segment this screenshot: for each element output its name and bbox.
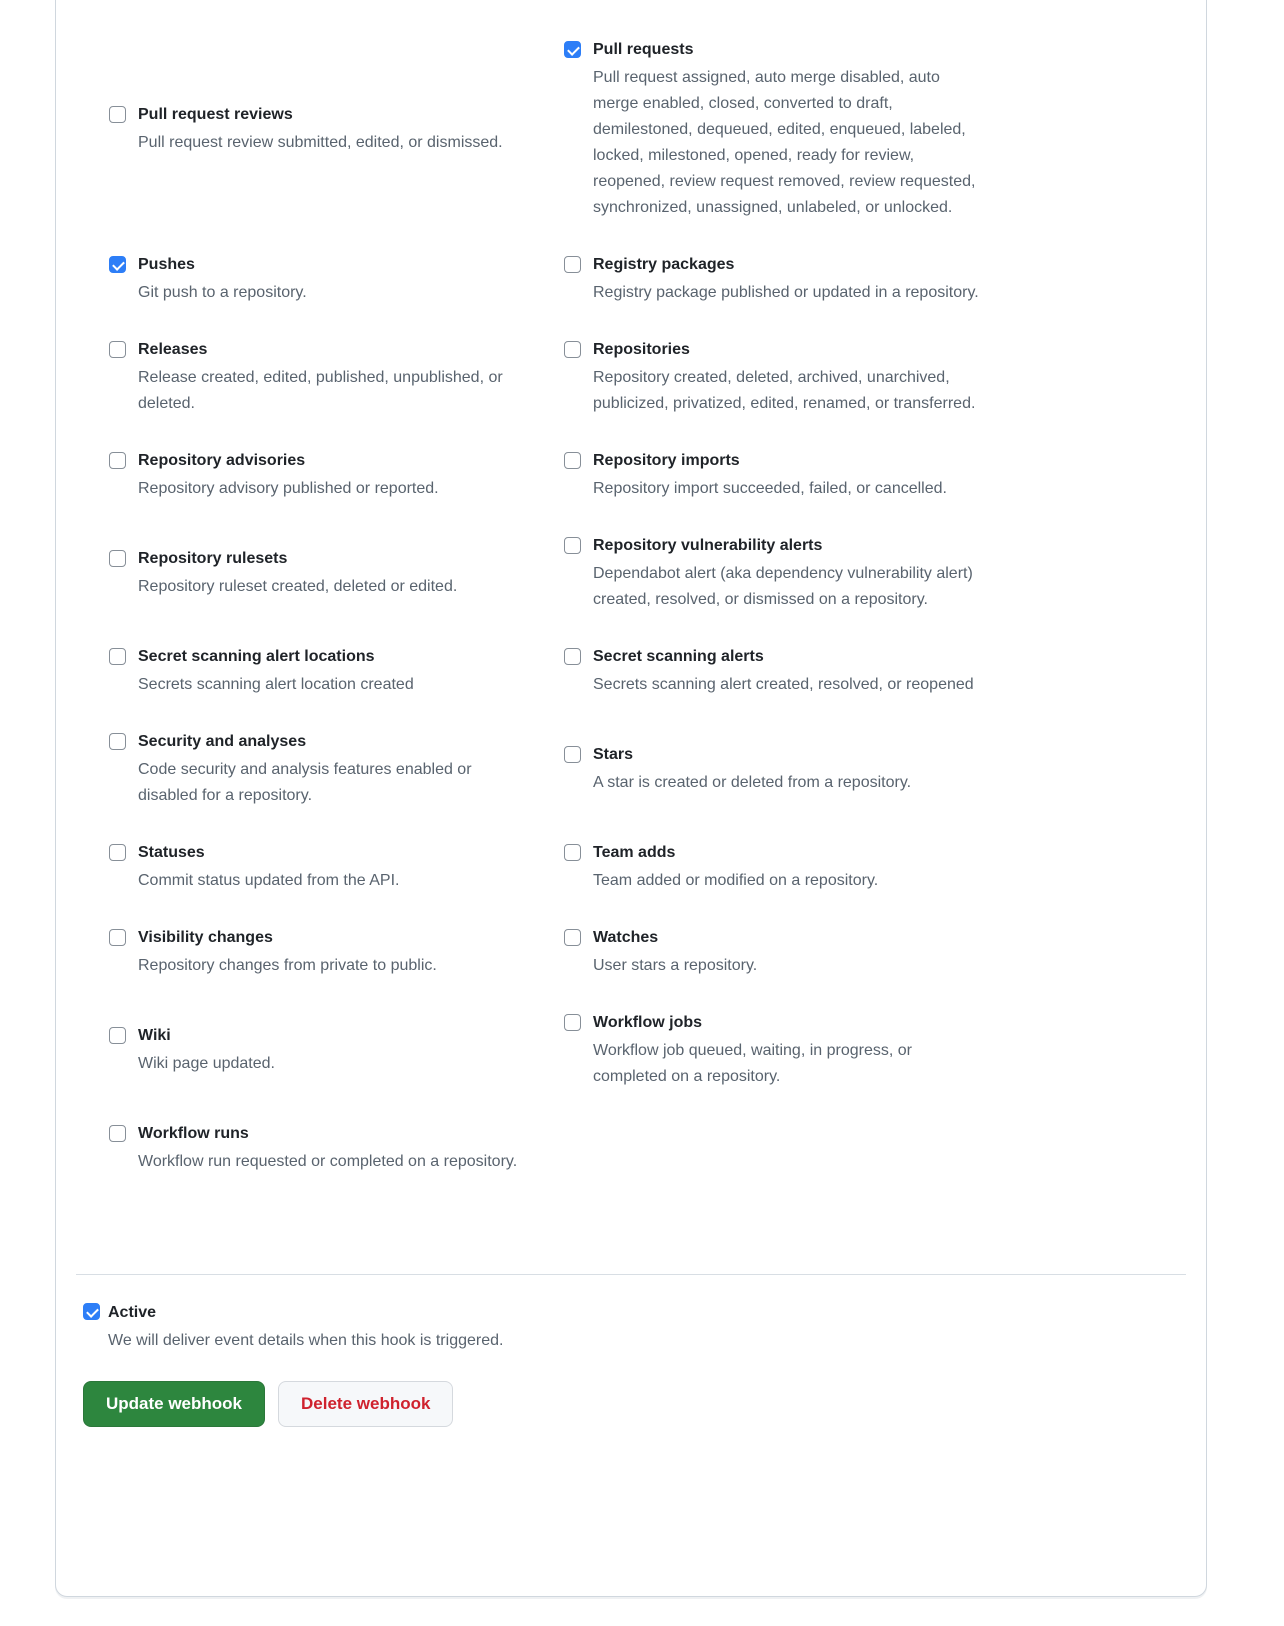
event-description: Repository ruleset created, deleted or edited. [138, 578, 458, 595]
event-description: User stars a repository. [593, 957, 758, 974]
event-label[interactable]: Registry packages [593, 256, 735, 273]
event-label[interactable]: Repository imports [593, 452, 740, 469]
active-checkbox[interactable] [83, 1303, 100, 1320]
event-label[interactable]: Watches [593, 929, 659, 946]
event-label[interactable]: Pushes [138, 256, 195, 273]
event-label[interactable]: Wiki [138, 1027, 171, 1044]
event-label[interactable]: Stars [593, 746, 634, 763]
event-description: Pull request review submitted, edited, or dismissed. [138, 134, 503, 151]
watches-checkbox[interactable] [564, 929, 581, 946]
event-description: Workflow run requested or completed on a repository. [138, 1153, 518, 1170]
event-description: Repository changes from private to public. [138, 957, 437, 974]
event-label[interactable]: Statuses [138, 844, 205, 861]
event-item-workflow-jobs [564, 1011, 989, 1090]
event-item-security-and-analyses [109, 730, 534, 809]
event-label[interactable]: Secret scanning alert locations [138, 648, 375, 665]
event-label[interactable]: Repositories [593, 341, 690, 358]
event-item-releases [109, 338, 534, 417]
event-item-repository-vulnerability-alerts [564, 534, 989, 613]
event-description: Dependabot alert (aka dependency vulnerability alert) created, resolved, or dismissed on a repository. [593, 565, 973, 608]
event-item-repository-imports [564, 449, 989, 502]
event-description: Release created, edited, published, unpublished, or deleted. [138, 369, 503, 412]
pull-requests-checkbox[interactable] [564, 41, 581, 58]
event-item-pull-request-reviews [109, 103, 534, 156]
event-item-repository-rulesets [109, 547, 534, 600]
secret-scanning-alert-locations-checkbox[interactable] [109, 648, 126, 665]
event-description: Secrets scanning alert location created [138, 676, 414, 693]
pushes-checkbox[interactable] [109, 256, 126, 273]
repositories-checkbox[interactable] [564, 341, 581, 358]
event-label[interactable]: Security and analyses [138, 733, 307, 750]
event-label[interactable]: Workflow runs [138, 1125, 249, 1142]
statuses-checkbox[interactable] [109, 844, 126, 861]
active-label[interactable]: Active [108, 1304, 157, 1321]
event-item-pushes [109, 253, 534, 306]
repository-advisories-checkbox[interactable] [109, 452, 126, 469]
event-description: Repository advisory published or reported. [138, 480, 439, 497]
event-description: Code security and analysis features enabled or disabled for a repository. [138, 761, 472, 804]
update-webhook-button[interactable]: Update webhook [83, 1381, 265, 1427]
repository-imports-checkbox[interactable] [564, 452, 581, 469]
event-description: A star is created or deleted from a repository. [593, 774, 912, 791]
event-label[interactable]: Secret scanning alerts [593, 648, 764, 665]
event-item-watches [564, 926, 989, 979]
event-item-repository-advisories [109, 449, 534, 502]
event-description: Commit status updated from the API. [138, 872, 400, 889]
visibility-changes-checkbox[interactable] [109, 929, 126, 946]
event-description: Wiki page updated. [138, 1055, 275, 1072]
event-description: Repository created, deleted, archived, unarchived, publicized, privatized, edited, renamed, or transferred. [593, 369, 976, 412]
event-label[interactable]: Visibility changes [138, 929, 273, 946]
event-item-repositories [564, 338, 989, 417]
event-item-registry-packages [564, 253, 989, 306]
event-label[interactable]: Team adds [593, 844, 676, 861]
active-section [56, 1275, 1206, 1354]
event-description: Workflow job queued, waiting, in progress, or completed on a repository. [593, 1042, 912, 1085]
event-description: Secrets scanning alert created, resolved, or reopened [593, 676, 974, 693]
event-label[interactable]: Pull request reviews [138, 106, 293, 123]
event-description: Team added or modified on a repository. [593, 872, 879, 889]
repository-rulesets-checkbox[interactable] [109, 550, 126, 567]
active-description: We will deliver event details when this hook is triggered. [108, 1332, 504, 1349]
event-item-pull-requests [564, 38, 989, 221]
event-item-team-adds [564, 841, 989, 894]
repository-vulnerability-alerts-checkbox[interactable] [564, 537, 581, 554]
workflow-runs-checkbox[interactable] [109, 1125, 126, 1142]
event-label[interactable]: Workflow jobs [593, 1014, 703, 1031]
webhook-settings-card [55, 0, 1207, 1597]
event-item-visibility-changes [109, 926, 534, 979]
event-label[interactable]: Releases [138, 341, 208, 358]
event-description: Repository import succeeded, failed, or cancelled. [593, 480, 947, 497]
event-description: Registry package published or updated in a repository. [593, 284, 979, 301]
stars-checkbox[interactable] [564, 746, 581, 763]
security-and-analyses-checkbox[interactable] [109, 733, 126, 750]
releases-checkbox[interactable] [109, 341, 126, 358]
workflow-jobs-checkbox[interactable] [564, 1014, 581, 1031]
pull-request-reviews-checkbox[interactable] [109, 106, 126, 123]
registry-packages-checkbox[interactable] [564, 256, 581, 273]
event-label[interactable]: Repository rulesets [138, 550, 288, 567]
event-item-secret-scanning-alerts [564, 645, 989, 698]
event-description: Pull request assigned, auto merge disabled, auto merge enabled, closed, converted to draft, demilestoned, dequeued, edited, enqueued, labeled, locked, milestoned, opened, ready for review, reopened, review request removed, review requested, synchronized, unassigned, unlabeled, or unlocked. [593, 69, 976, 216]
event-item-statuses [109, 841, 534, 894]
event-label[interactable]: Repository advisories [138, 452, 306, 469]
team-adds-checkbox[interactable] [564, 844, 581, 861]
secret-scanning-alerts-checkbox[interactable] [564, 648, 581, 665]
event-label[interactable]: Repository vulnerability alerts [593, 537, 823, 554]
wiki-checkbox[interactable] [109, 1027, 126, 1044]
event-description: Git push to a repository. [138, 284, 307, 301]
events-grid [56, 0, 1206, 1175]
form-actions [56, 1354, 1206, 1427]
event-item-stars [564, 743, 989, 796]
event-label[interactable]: Pull requests [593, 41, 694, 58]
delete-webhook-button[interactable]: Delete webhook [278, 1381, 453, 1427]
event-item-workflow-runs [109, 1122, 534, 1175]
event-item-secret-scanning-alert-locations [109, 645, 534, 698]
event-item-wiki [109, 1024, 534, 1077]
